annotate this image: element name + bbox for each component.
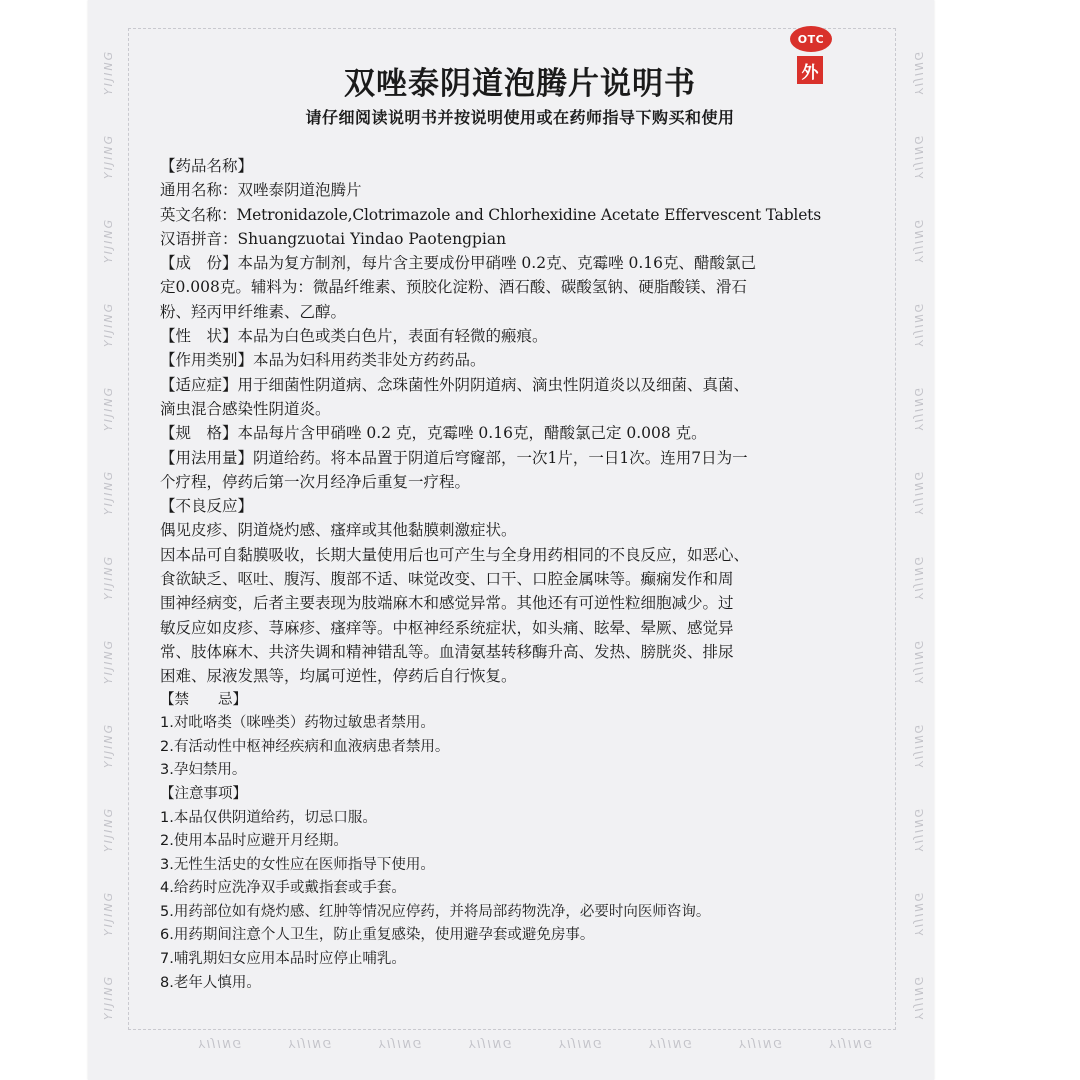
watermark: YIJING (102, 133, 116, 179)
watermark: YIJING (102, 891, 116, 937)
watermark: YIJING (912, 217, 926, 263)
watermark: YIJING (288, 1037, 334, 1050)
watermark: YIJING (102, 975, 116, 1021)
list-item: 3.孕妇禁用。 (160, 762, 247, 779)
watermark: YIJING (468, 1037, 514, 1050)
document-title: 双唑泰阴道泡腾片说明书 (344, 66, 696, 102)
list-item: 2.有活动性中枢神经疾病和血液病患者禁用。 (160, 738, 450, 755)
watermark: YIJING (912, 386, 926, 432)
watermark: YIJING (648, 1037, 694, 1050)
text-line: 偶见皮疹、阴道烧灼感、瘙痒或其他黏膜刺激症状。 (160, 521, 517, 540)
text-line: 常、肢体麻木、共济失调和精神错乱等。血清氨基转移酶升高、发热、膀胱炎、排尿 (160, 642, 734, 661)
watermark: YIJING (102, 806, 116, 853)
document-body (160, 58, 880, 995)
watermark: YIJING (912, 554, 926, 600)
otc-logo: OTC (790, 26, 832, 52)
watermark: YIJING (912, 470, 926, 516)
text-line: 汉语拼音：Shuangzuotai Yindao Paotengpian (160, 229, 507, 248)
text-line: 英文名称：Metronidazole,Clotrimazole and Chlorhexidine Acetate Effervescent Tablets (160, 205, 821, 224)
watermark: YIJING (102, 386, 116, 432)
watermark: YIJING (912, 301, 926, 348)
watermark: YIJING (378, 1037, 424, 1050)
text-line: 【规 格】本品每片含甲硝唑 0.2 克，克霉唑 0.16克，醋酸氯己定 0.008 克。 (160, 424, 707, 443)
section-heading: 【药品名称】 (160, 157, 254, 175)
list-item: 1.本品仅供阴道给药，切忌口服。 (160, 809, 377, 826)
text-line: 通用名称：双唑泰阴道泡腾片 (160, 181, 362, 200)
text-line: 粉、羟丙甲纤维素、乙醇。 (160, 302, 347, 321)
text-line: 困难、尿液发黑等，均属可逆性，停药后自行恢复。 (160, 667, 517, 686)
watermark: YIJING (912, 891, 926, 937)
list-item: 4.给药时应洗净双手或戴指套或手套。 (160, 880, 406, 897)
text-line: 【用法用量】阴道给药。将本品置于阴道后穹窿部，一次1片，一日1次。连用7日为一 (160, 448, 748, 467)
text-line: 滴虫混合感染性阴道炎。 (160, 399, 331, 418)
text-line: 【适应症】用于细菌性阴道病、念珠菌性外阴阴道病、滴虫性阴道炎以及细菌、真菌、 (160, 375, 750, 394)
watermark: YIJING (912, 722, 926, 768)
list-item: 8.老年人慎用。 (160, 974, 261, 991)
watermark: YIJING (102, 470, 116, 516)
text-line: 围神经病变，后者主要表现为肢端麻木和感觉异常。其他还有可逆性粒细胞减少。过 (160, 594, 734, 613)
watermark: YIJING (102, 301, 116, 348)
text-line: 【作用类别】本品为妇科用药类非处方药药品。 (160, 351, 486, 370)
list-item: 1.对吡咯类（咪唑类）药物过敏患者禁用。 (160, 715, 435, 732)
watermark: YIJING (102, 554, 116, 600)
list-item: 7.哺乳期妇女应用本品时应停止哺乳。 (160, 951, 406, 968)
left-watermark-strip (96, 30, 122, 1040)
watermark: YIJING (102, 49, 116, 95)
document-subtitle: 请仔细阅读说明书并按说明使用或在药师指导下购买和使用 (305, 108, 735, 127)
section-heading: 【不良反应】 (160, 497, 254, 516)
list-item: 5.用药部位如有烧灼感、红肿等情况应停药，并将局部药物洗净，必要时向医师咨询。 (160, 903, 711, 920)
text-line: 个疗程，停药后第一次月经净后重复一疗程。 (160, 472, 471, 491)
section-heading: 【禁 忌】 (160, 691, 247, 708)
text-line: 因本品可自黏膜吸收，长期大量使用后也可产生与全身用药相同的不良反应，如恶心、 (160, 545, 750, 564)
watermark: YIJING (912, 806, 926, 853)
watermark: YIJING (912, 638, 926, 684)
text-line: 【性 状】本品为白色或类白色片，表面有轻微的瘢痕。 (160, 327, 548, 346)
list-item: 2.使用本品时应避开月经期。 (160, 833, 348, 850)
list-item: 3.无性生活史的女性应在医师指导下使用。 (160, 856, 435, 873)
text-line: 敏反应如皮疹、荨麻疹、瘙痒等。中枢神经系统症状，如头痛、眩晕、晕厥、感觉异 (160, 618, 734, 637)
right-watermark-strip (906, 30, 932, 1040)
watermark: YIJING (102, 722, 116, 768)
text-line: 食欲缺乏、呕吐、腹泻、腹部不适、味觉改变、口干、口腔金属味等。癫痫发作和周 (160, 570, 734, 589)
watermark: YIJING (558, 1037, 604, 1050)
external-use-mark: 外 (797, 56, 823, 84)
watermark: YIJING (738, 1037, 784, 1050)
watermark: YIJING (912, 975, 926, 1021)
watermark: YIJING (828, 1037, 874, 1050)
watermark: YIJING (198, 1037, 244, 1050)
watermark: YIJING (912, 49, 926, 95)
watermark: YIJING (102, 638, 116, 684)
watermark: YIJING (912, 133, 926, 179)
text-line: 【成 份】本品为复方制剂，每片含主要成份甲硝唑 0.2克、克霉唑 0.16克、醋酸氯己 (160, 254, 757, 273)
bottom-watermark-strip (198, 1037, 874, 1050)
list-item: 6.用药期间注意个人卫生，防止重复感染，使用避孕套或避免房事。 (160, 927, 595, 944)
section-heading: 【注意事项】 (160, 785, 247, 802)
text-line: 定0.008克。辅料为：微晶纤维素、预胶化淀粉、酒石酸、碳酸氢钠、硬脂酸镁、滑石 (160, 278, 747, 297)
watermark: YIJING (102, 217, 116, 263)
